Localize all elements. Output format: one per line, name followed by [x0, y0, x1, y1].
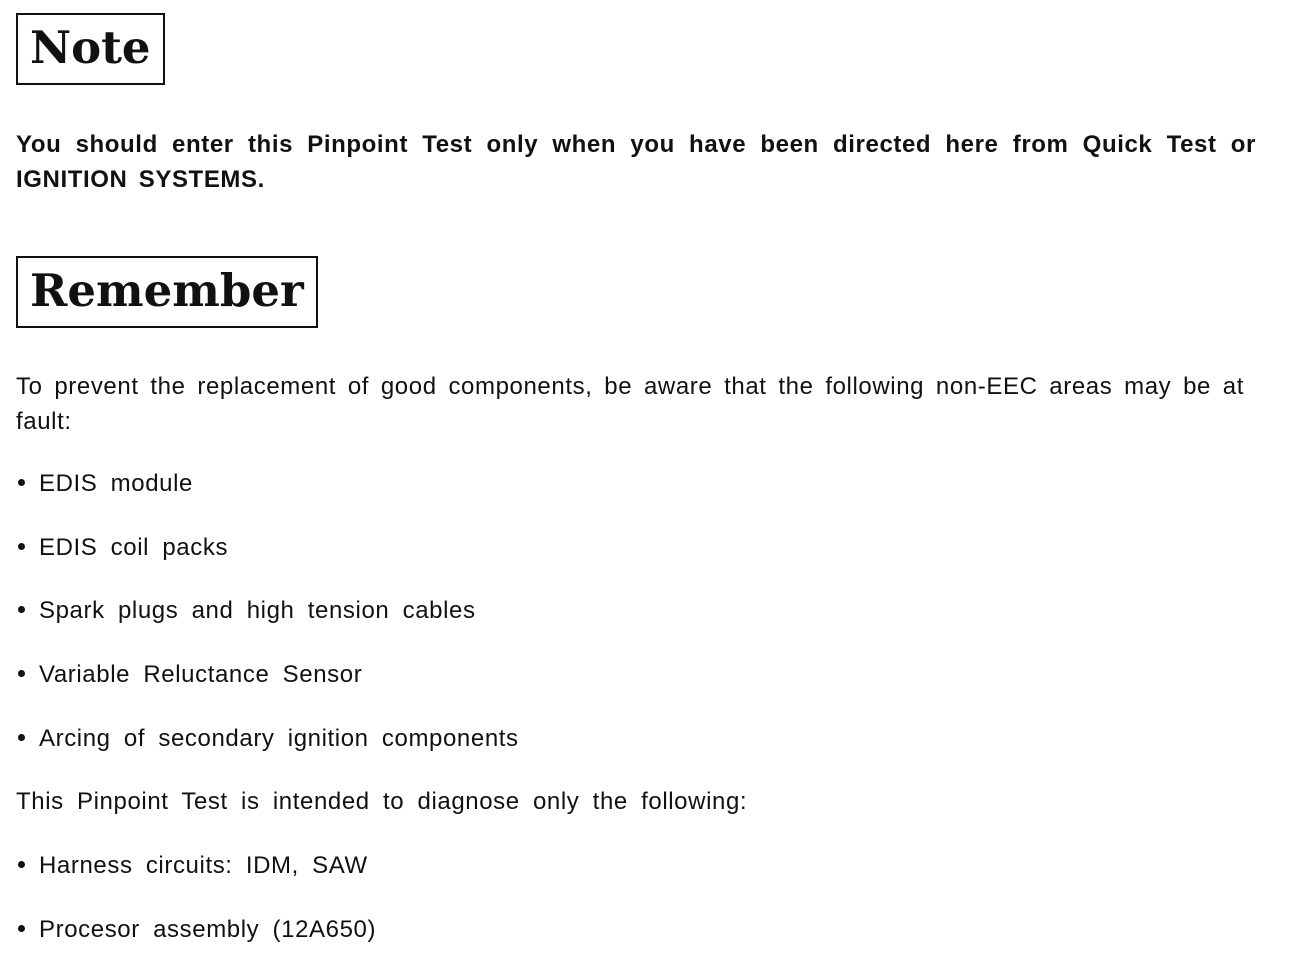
- list-item: [16, 723, 519, 755]
- list-item-label: Variable Reluctance Sensor: [39, 661, 363, 688]
- list-item: [16, 468, 193, 500]
- note-text: You should enter this Pinpoint Test only when you have been directed here from Quick Test or IGNITION SYSTEMS.: [16, 131, 1256, 193]
- bullet-icon: [18, 543, 25, 550]
- bullet-icon: [18, 479, 25, 486]
- list-item: [16, 850, 368, 882]
- bullet-icon: [18, 606, 25, 613]
- diagnose-intro-text: This Pinpoint Test is intended to diagnose only the following:: [16, 788, 748, 815]
- remember-intro-text: To prevent the replacement of good components, be aware that the following non-EEC areas may be at fault:: [16, 373, 1244, 435]
- list-item-label: Harness circuits: IDM, SAW: [39, 852, 368, 879]
- list-item-label: EDIS coil packs: [39, 534, 229, 561]
- remember-heading: Remember: [16, 256, 318, 328]
- list-item-label: Spark plugs and high tension cables: [39, 597, 476, 624]
- bullet-icon: [18, 925, 25, 932]
- bullet-icon: [18, 861, 25, 868]
- list-item-label: EDIS module: [39, 470, 193, 497]
- note-heading: Note: [16, 13, 165, 85]
- list-item-label: Arcing of secondary ignition components: [39, 725, 519, 752]
- bullet-icon: [18, 734, 25, 741]
- list-item-label: Procesor assembly (12A650): [39, 916, 377, 943]
- list-item: [16, 659, 362, 691]
- list-item: [16, 914, 376, 946]
- list-item: [16, 595, 476, 627]
- bullet-icon: [18, 670, 25, 677]
- list-item: [16, 532, 228, 564]
